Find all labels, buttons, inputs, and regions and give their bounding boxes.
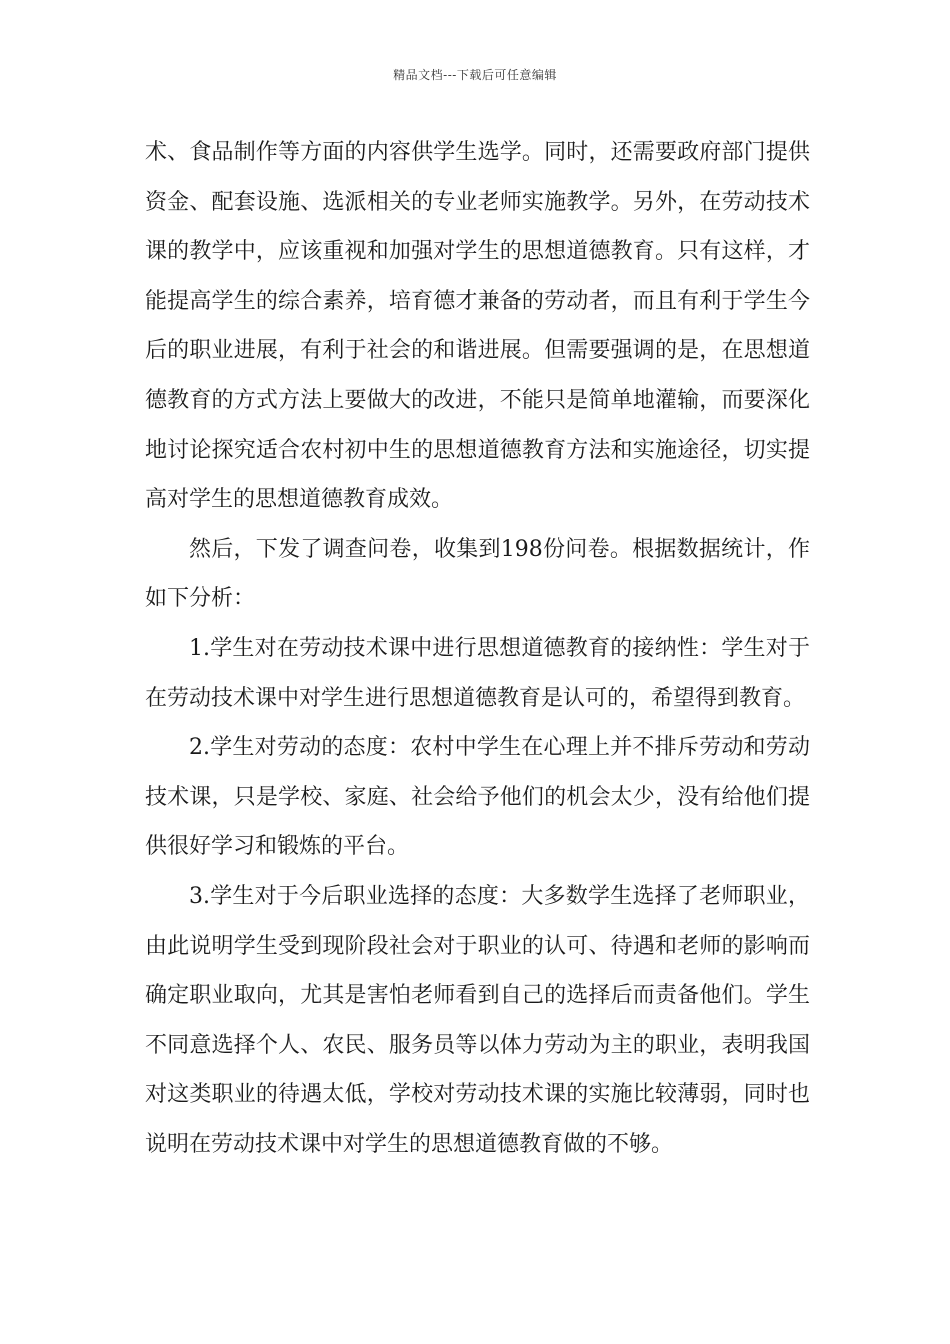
paragraph-survey-intro: 然后，下发了调查问卷，收集到198份问卷。根据数据统计，作如下分析： [145, 536, 810, 612]
document-body [145, 128, 810, 1169]
paragraph-point-2: 2.学生对劳动的态度：农村中学生在心理上并不排斥劳动和劳动技术课，只是学校、家庭、社会给予他们的机会太少，没有给他们提供很好学习和锻炼的平台。 [145, 735, 810, 860]
page-header: 精品文档---下载后可任意编辑 [393, 68, 557, 82]
paragraph-continuation: 术、食品制作等方面的内容供学生选学。同时，还需要政府部门提供资金、配套设施、选派相关的专业老师实施教学。另外，在劳动技术课的教学中，应该重视和加强对学生的思想道德教育。只有这样，才能提高学生的综合素养，培育德才兼备的劳动者，而且有利于学生今后的职业进展，有利于社会的和谐进展。但需要强调的是，在思想道德教育的方式方法上要做大的改进，不能只是简单地灌输，而要深化地讨论探究适合农村初中生的思想道德教育方法和实施途径，切实提高对学生的思想道德教育成效。 [145, 140, 810, 513]
paragraph-point-1: 1.学生对在劳动技术课中进行思想道德教育的接纳性：学生对于在劳动技术课中对学生进行思想道德教育是认可的，希望得到教育。 [145, 635, 810, 711]
paragraph-point-3: 3.学生对于今后职业选择的态度：大多数学生选择了老师职业，由此说明学生受到现阶段社会对于职业的认可、待遇和老师的影响而确定职业取向，尤其是害怕老师看到自己的选择后而责备他们。学生不同意选择个人、农民、服务员等以体力劳动为主的职业，表明我国对这类职业的待遇太低，学校对劳动技术课的实施比较薄弱，同时也说明在劳动技术课中对学生的思想道德教育做的不够。 [145, 883, 810, 1157]
